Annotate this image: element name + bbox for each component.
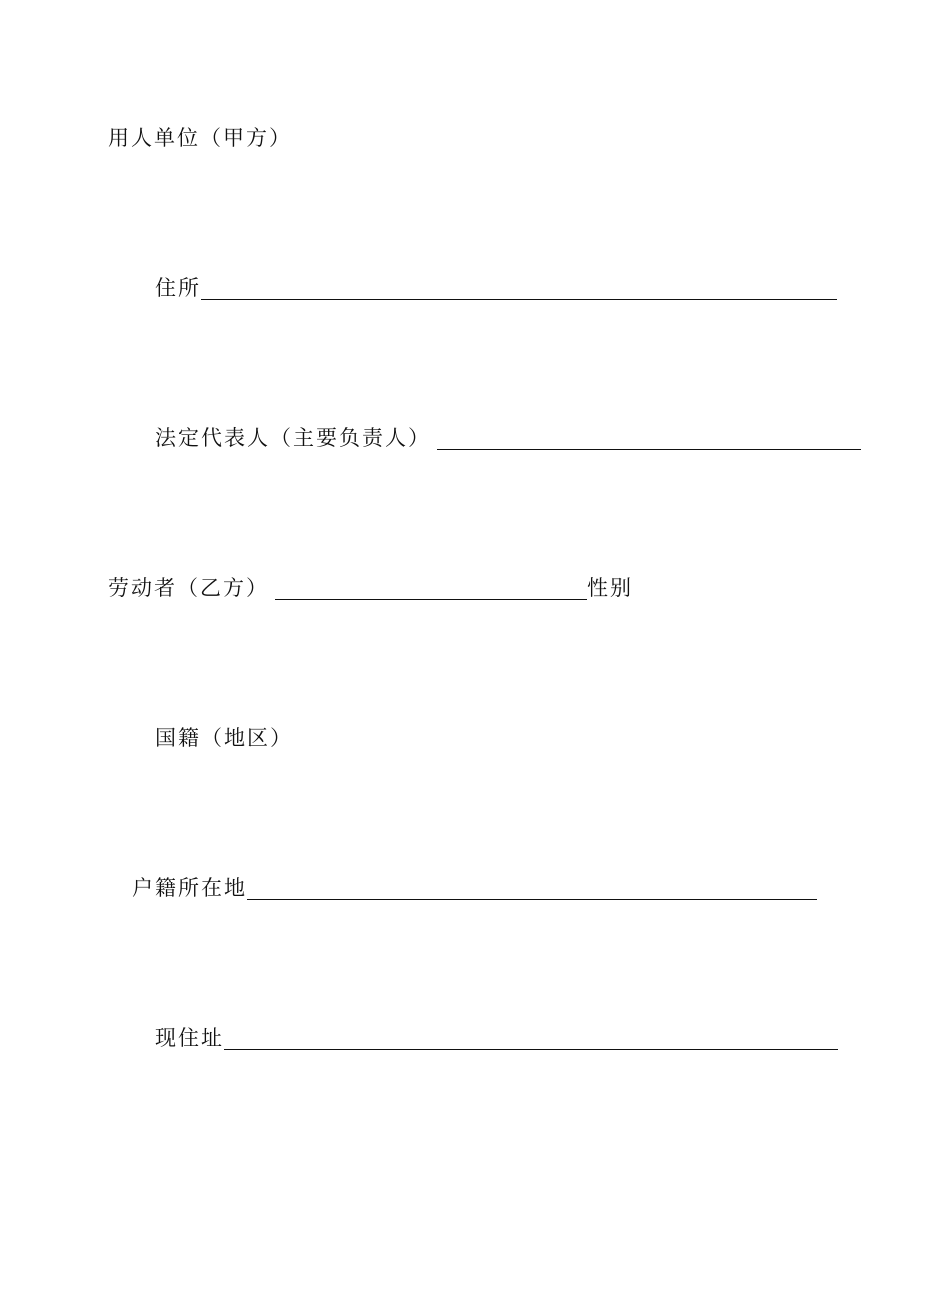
gender-label: 性别 (587, 576, 633, 600)
address-blank-line[interactable] (201, 275, 837, 300)
nationality-label: 国籍（地区） (155, 726, 293, 750)
worker-row (108, 568, 633, 602)
legal-rep-label: 法定代表人（主要负责人） (155, 426, 431, 450)
worker-name-blank-line[interactable] (275, 575, 587, 600)
legal-rep-blank-line[interactable] (437, 425, 861, 450)
nationality-row (155, 718, 293, 752)
employer-row (108, 118, 292, 152)
address-label: 住所 (155, 276, 201, 300)
current-address-blank-line[interactable] (224, 1025, 838, 1050)
household-row (132, 868, 817, 902)
legal-rep-row (155, 418, 861, 452)
current-address-row (155, 1018, 838, 1052)
current-address-label: 现住址 (155, 1026, 224, 1050)
household-label: 户籍所在地 (132, 876, 247, 900)
employer-label: 用人单位（甲方） (108, 126, 292, 150)
household-blank-line[interactable] (247, 875, 817, 900)
address-row (155, 268, 837, 302)
worker-label: 劳动者（乙方） (108, 576, 269, 600)
